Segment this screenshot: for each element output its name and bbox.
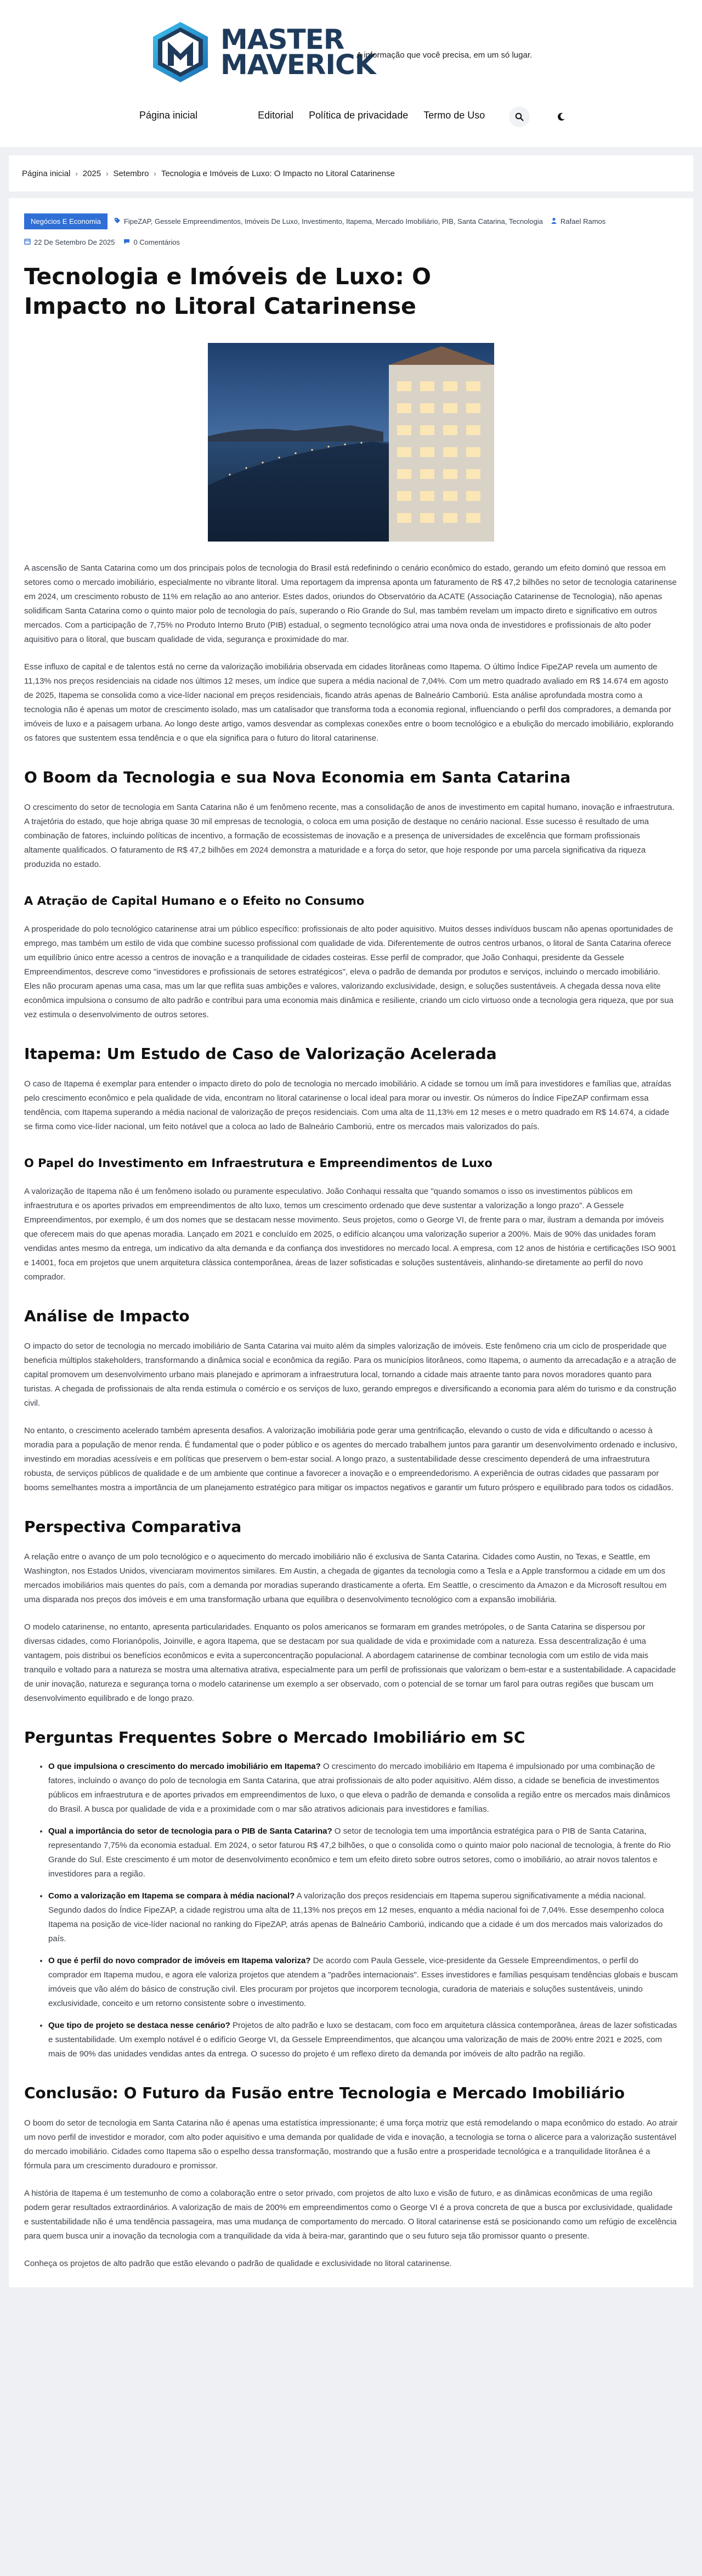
logo-icon [148,20,213,84]
article-paragraph: A valorização de Itapema não é um fenômeno isolado ou puramente especulativo. João Conhaqui ressalta que "quando somamos o isso os investimentos públicos em infraestrutura e os aportes privados em empreendimentos de alto luxo, temos um crescimento ordenado que deve sustentar a valorização a longo prazo". A Gessele Empreendimentos, por exemplo, é um dos nomes que se destacam nesse movimento. Seus projetos, como o George VI, de frente para o mar, ilustram a demanda por imóveis que oferecem mais do que apenas moradia. Lançado em 2021 e concluído em 2025, o edifício alcançou uma valorização superior a 200%. Mais de 90% das unidades foram vendidas antes mesmo da entrega, um indicativo da alta demanda e da confiança dos investidores no mercado local. A empresa, com 12 anos de história e certificações ISO 9001 e 14001, foca em projetos que unem arquitetura clássica contemporânea, áreas de lazer sofisticadas e soluções sustentáveis, alinhando-se diretamente ao perfil do novo comprador. [24,1187,677,1282]
breadcrumb-separator-icon: › [75,169,78,178]
dark-mode-toggle[interactable] [551,106,571,127]
faq-item [48,2019,678,2061]
section-heading: Itapema: Um Estudo de Caso de Valorização Acelerada [24,1045,497,1063]
section-heading: Perspectiva Comparativa [24,1518,242,1536]
faq-list [24,1760,678,2061]
article-meta-secondary [24,238,678,246]
faq-item [48,1889,678,1946]
subsection-heading: O Papel do Investimento em Infraestrutura e Empreendimentos de Luxo [24,1157,492,1170]
faq-question: O que é perfil do novo comprador de imóveis em Itapema valoriza? [48,1956,311,1965]
faq-question: Como a valorização em Itapema se compara à média nacional? [48,1891,295,1901]
site-header [0,0,702,147]
article-paragraph: A ascensão de Santa Catarina como um dos principais polos de tecnologia do Brasil está redefinindo o cenário econômico do estado, gerando um efeito dominó que ressoa em setores como o mercado imobiliário, especialmente no vibrante litoral. Uma reportagem da imprensa aponta um faturamento de R$ 47,2 bilhões no setor de tecnologia catarinense em 2024, um crescimento robusto de 11% em relação ao ano anterior. Estes dados, oriundos do Observatório da ACATE (Associação Catarinense de Tecnologia), não apenas solidificam Santa Catarina como o quinto maior polo de tecnologia do país, superando o Rio Grande do Sul, mas também revelam um impacto direto e significativo em outros mercados. Com a participação de 7,75% no Produto Interno Bruto (PIB) estadual, o segmento tecnológico atrai uma nova onda de investidores e profissionais de alto poder aquisitivo para o litoral, que buscam qualidade de vida, segurança e proximidade do mar. [24,563,677,644]
section-heading: Análise de Impacto [24,1307,190,1325]
article-paragraph: A história de Itapema é um testemunho de como a colaboração entre o setor privado, com projetos de alto luxo e visão de futuro, e as dinâmicas econômicas de uma região podem gerar resultados extraordinários. A valorização de mais de 200% em empreendimentos como o George VI é a prova concreta de que a busca por exclusividade, qualidade e sustentabilidade não é uma tendência passageira, mas uma mudança de comportamento do mercado. O litoral catarinense está se posicionando como um refúgio de excelência para quem busca unir a inovação da tecnologia com a tranquilidade da vida à beira-mar, garantindo que o seu futuro seja tão promissor quanto o presente. [24,2189,677,2241]
article-author[interactable]: Rafael Ramos [560,217,606,226]
category-badge[interactable]: Negócios E Economia [24,213,107,229]
breadcrumb-separator-icon: › [106,169,109,178]
user-icon [551,217,557,226]
article-date: 22 De Setembro De 2025 [34,238,115,246]
article-paragraph: A prosperidade do polo tecnológico catarinense atrai um público específico: profissionais de alto poder aquisitivo. Muitos desses indivíduos buscam não apenas oportunidades de emprego, mas também um estilo de vida que combine sucesso profissional com qualidade de vida. Diferentemente de outros centros urbanos, o litoral de Santa Catarina oferece um equilíbrio único entre acesso a centros de inovação e a tranquilidade de cidades costeiras. Esse perfil de comprador, que João Conhaqui, presidente da Gessele Empreendimentos, descreve como "investidores e profissionais de setores estratégicos", eleva o padrão de demanda por produtos e serviços, incluindo o mercado imobiliário. Eles não procuram apenas uma casa, mas um lar que reflita suas ambições e valores, valorizando exclusividade, design, e soluções sustentáveis. A chegada dessa nova elite econômica impulsiona o consumo de alto padrão e contribui para uma economia mais dinâmica e resiliente, criando um ciclo virtuoso onde a tecnologia gera riqueza, que por sua vez estimula o desenvolvimento de outros setores. [24,925,674,1019]
article-paragraph: Esse influxo de capital e de talentos está no cerne da valorização imobiliária observada em cidades litorâneas como Itapema. O último Índice FipeZAP revela um aumento de 11,13% nos preços residenciais na cidade nos últimos 12 meses, um índice que supera a média nacional de 7,04%. Com um metro quadrado avaliado em R$ 14.674 em agosto de 2025, Itapema se consolida como a vice-líder nacional em preços residenciais, ficando atrás apenas de Balneário Camboriú. Esta análise aprofundada mostra como a tecnologia não é apenas um motor de crescimento isolado, mas um catalisador que transforma toda a economia regional, influenciando o perfil dos compradores, a demanda por imóveis de luxo e a paisagem urbana. Ao longo deste artigo, vamos desvendar as complexas conexões entre o boom tecnológico e a ebulição do mercado imobiliário, explorando os fatores que sustentem essa tendência e o que ela significa para o futuro do litoral catarinense. [24,662,674,743]
main-nav [139,104,507,126]
faq-answer: O setor de tecnologia tem uma importância estratégica para o PIB de Santa Catarina, representando 7,75% da economia estadual. Em 2024, o setor faturou R$ 47,2 bilhões, o que o consolida como o quinto maior polo nacional de tecnologia, à frente do Rio Grande do Sul. Este crescimento é um motor de desenvolvimento econômico e tem um efeito direto sobre outros setores, como o imobiliário, ao atrair novos talentos e investidores para a região. [48,1827,671,1879]
faq-answer: De acordo com Paula Gessele, vice-presidente da Gessele Empreendimentos, o perfil do comprador em Itapema mudou, e agora ele valoriza projetos que atendem a "padrões internacionais". Esses investidores e famílias pesquisam tendências globais e buscam imóveis que vão além do básico de construção civil. Eles procuram por projetos que incorporem tecnologia, curadoria de materiais e soluções sustentáveis, unindo exclusividade, conceito e um retorno consistente sobre o investimento. [48,1956,678,2008]
section-heading: O Boom da Tecnologia e sua Nova Economia em Santa Catarina [24,768,571,786]
article-paragraph: O caso de Itapema é exemplar para entender o impacto direto do polo de tecnologia no mercado imobiliário. A cidade se tornou um ímã para investidores e famílias que, atraídas pelo crescimento econômico e pela qualidade de vida, encontram no litoral catarinense o local ideal para morar ou investir. Os números do Índice FipeZAP confirmam essa tendência, com Itapema superando a média nacional de valorização de preços residenciais. Com uma alta de 11,13% em 12 meses e o metro quadrado em R$ 14.674, a cidade se firma como vice-líder nacional, um feito notável que a coloca ao lado de Balneário Camboriú, entre os mercados mais valorizados do país. [24,1079,671,1131]
article-comments-count[interactable]: 0 Comentários [133,238,180,246]
breadcrumb-current: Tecnologia e Imóveis de Luxo: O Impacto no Litoral Catarinense [161,168,395,178]
nav-privacy-policy[interactable]: Política de privacidade [309,109,409,121]
breadcrumb-month[interactable]: Setembro [113,168,149,178]
article-paragraph: Conheça os projetos de alto padrão que estão elevando o padrão de qualidade e exclusividade no litoral catarinense. [24,2259,452,2268]
breadcrumb [9,155,693,191]
breadcrumb-home[interactable]: Página inicial [22,168,71,178]
faq-item [48,1954,678,2011]
nav-editorial[interactable]: Editorial [258,109,294,121]
moon-icon [556,112,566,122]
article-paragraph: O crescimento do setor de tecnologia em Santa Catarina não é um fenômeno recente, mas a consolidação de anos de investimento em capital humano, inovação e infraestrutura. A trajetória do estado, que hoje abriga quase 30 mil empresas de tecnologia, o coloca em uma posição de destaque no cenário nacional. Esse sucesso é resultado de uma combinação de fatores, incluindo políticas de incentivo, a formação de ecossistemas de inovação e a presença de universidades de excelência que formam profissionais altamente qualificados. O faturamento de R$ 47,2 bilhões em 2024 demonstra a maturidade e a força do setor, que hoje responde por uma parcela significativa da riqueza produzida no estado. [24,803,675,869]
faq-answer: Projetos de alto padrão e luxo se destacam, com foco em arquitetura clássica contemporânea, áreas de lazer sofisticadas e sustentabilidade. Um exemplo notável é o edifício George VI, da Gessele Empreendimentos, que alcançou uma valorização de mais de 200% entre 2021 e 2025, com mais de 90% das unidades vendidas antes da entrega. O sucesso do projeto é um reflexo direto da demanda por imóveis de alto padrão na região. [48,2021,677,2059]
search-button[interactable] [509,106,530,127]
article-paragraph: O boom do setor de tecnologia em Santa Catarina não é apenas uma estatística impressionante; é uma força motriz que está remodelando o mapa econômico do estado. Ao atrair um novo perfil de investidor e morador, com alto poder aquisitivo e uma demanda por qualidade de vida e inovação, a tecnologia se torna o alicerce para a valorização sustentável do mercado imobiliário. Cidades como Itapema são o espelho dessa transformação, mostrando que a fusão entre a prosperidade tecnológica e a tranquilidade litorânea é a fórmula para um crescimento duradouro e promissor. [24,2118,678,2171]
tag-icon [114,217,121,226]
brand-name-line2: MAVERICK [220,49,376,81]
article-title: Tecnologia e Imóveis de Luxo: O Impacto no Litoral Catarinense [24,263,431,319]
brand-name-line1: MASTER [220,24,344,55]
article-body [24,561,678,2271]
nav-terms[interactable]: Termo de Uso [423,109,485,121]
site-logo-link[interactable] [148,20,375,84]
faq-question: O que impulsiona o crescimento do mercado imobiliário em Itapema? [48,1762,321,1771]
article [9,198,693,2287]
faq-item [48,1824,678,1881]
article-paragraph: A relação entre o avanço de um polo tecnológico e o aquecimento do mercado imobiliário não é exclusiva de Santa Catarina. Cidades como Austin, no Texas, e Seattle, em Washington, nos Estados Unidos, vivenciaram movimentos similares. Em Austin, a chegada de gigantes da tecnologia como a Tesla e a Apple transformou a cidade em um dos mercados imobiliários mais quentes do país, com a demanda por moradias superando drasticamente a oferta. Em Seattle, o crescimento da Amazon e da Microsoft resultou em uma disparada nos preços dos imóveis e em uma transformação urbana que equilibra o desenvolvimento tecnológico com a expansão imobiliária. [24,1552,667,1604]
subsection-heading: A Atração de Capital Humano e o Efeito no Consumo [24,894,365,907]
section-heading: Perguntas Frequentes Sobre o Mercado Imobiliário em SC [24,1728,525,1746]
faq-question: Qual a importância do setor de tecnologia para o PIB de Santa Catarina? [48,1827,332,1836]
article-meta [24,213,678,229]
article-tags[interactable]: FipeZAP, Gessele Empreendimentos, Imóveis De Luxo, Investimento, Itapema, Mercado Imobiliário, PIB, Santa Catarina, Tecnologia [123,217,543,226]
faq-question: Que tipo de projeto se destaca nesse cenário? [48,2021,230,2030]
search-icon [515,112,524,121]
comment-icon [123,238,130,246]
calendar-icon [24,238,31,246]
faq-answer: O crescimento do mercado imobiliário em Itapema é impulsionado por uma combinação de fatores, incluindo o avanço do polo de tecnologia em Santa Catarina, que atrai profissionais de alto poder aquisitivo. Além disso, a cidade se beneficia de investimentos públicos em infraestrutura e de aportes privados em empreendimentos de luxo, o que eleva o padrão de demanda e consolida a região entre os mercados mais dinâmicos do Brasil. A busca por qualidade de vida e a proximidade com o mar são atrativos adicionais para investidores e famílias. [48,1762,670,1814]
breadcrumb-separator-icon: › [154,169,156,178]
section-heading: Conclusão: O Futuro da Fusão entre Tecnologia e Mercado Imobiliário [24,2084,625,2102]
faq-item [48,1760,678,1817]
nav-home[interactable]: Página inicial [139,109,198,121]
article-paragraph: O impacto do setor de tecnologia no mercado imobiliário de Santa Catarina vai muito além da simples valorização de imóveis. Este fenômeno cria um ciclo de prosperidade que beneficia múltiplos stakeholders, transformando a dinâmica social e econômica da região. Para os municípios litorâneos, como Itapema, o aumento da arrecadação e a atração de capital promovem um desenvolvimento urbano mais planejado e aprimoram a infraestrutura local, tornando a cidade mais atraente tanto para novos moradores quanto para turistas. A chegada de profissionais de alta renda estimula o comércio e os serviços de luxo, gerando empregos e diversificando a economia para além do turismo e da construção civil. [24,1341,676,1408]
article-hero-image [208,343,494,542]
breadcrumb-year[interactable]: 2025 [82,168,101,178]
faq-answer: A valorização dos preços residenciais em Itapema superou significativamente a média nacional. Segundo dados do Índice FipeZAP, a cidade registrou uma alta de 11,13% nos preços em 12 meses, enquanto a média nacional foi de 7,04%. Esse desempenho coloca Itapema na posição de vice-líder nacional no ranking do FipeZAP, atrás apenas de Balneário Camboriú, indicando que a cidade é um dos mercados mais valorizados do país. [48,1891,664,1943]
article-paragraph: No entanto, o crescimento acelerado também apresenta desafios. A valorização imobiliária pode gerar uma gentrificação, elevando o custo de vida e dificultando o acesso à moradia para a população de menor renda. É fundamental que o poder público e os agentes do mercado trabalhem juntos para garantir um desenvolvimento ordenado e inclusivo, investindo em moradias acessíveis e em políticas que preservem o bem-estar social. A longo prazo, a sustentabilidade desse crescimento dependerá de uma infraestrutura robusta, de serviços públicos de qualidade e de um ambiente que continue a favorecer a inovação e o empreendedorismo. A experiência de outras cidades que passaram por booms semelhantes mostra a importância de um planejamento estratégico para mitigar os impactos negativos e garantir um futuro próspero e equilibrado para todos os cidadãos. [24,1426,677,1492]
site-tagline: A informação que você precisa, em um só lugar. [356,50,533,60]
article-paragraph: O modelo catarinense, no entanto, apresenta particularidades. Enquanto os polos americanos se formaram em grandes metrópoles, o de Santa Catarina se dispersou por diversas cidades, como Florianópolis, Joinville, e agora Itapema, que se destacam por sua qualidade de vida e proximidade com a natureza. Essa descentralização é uma vantagem, pois distribui os benefícios econômicos e evita a superconcentração populacional. A abordagem catarinense de combinar tecnologia com um estilo de vida mais tranquilo e voltado para a natureza se mostra uma alternativa atrativa, especialmente para um perfil de profissionais que valorizam o bem-estar e a sustentabilidade. A capacidade de unir inovação, natureza e segurança torna o modelo catarinense um exemplo a ser observado, com o potencial de se tornar um farol para outras regiões que buscam um desenvolvimento equilibrado e de longo prazo. [24,1622,676,1703]
